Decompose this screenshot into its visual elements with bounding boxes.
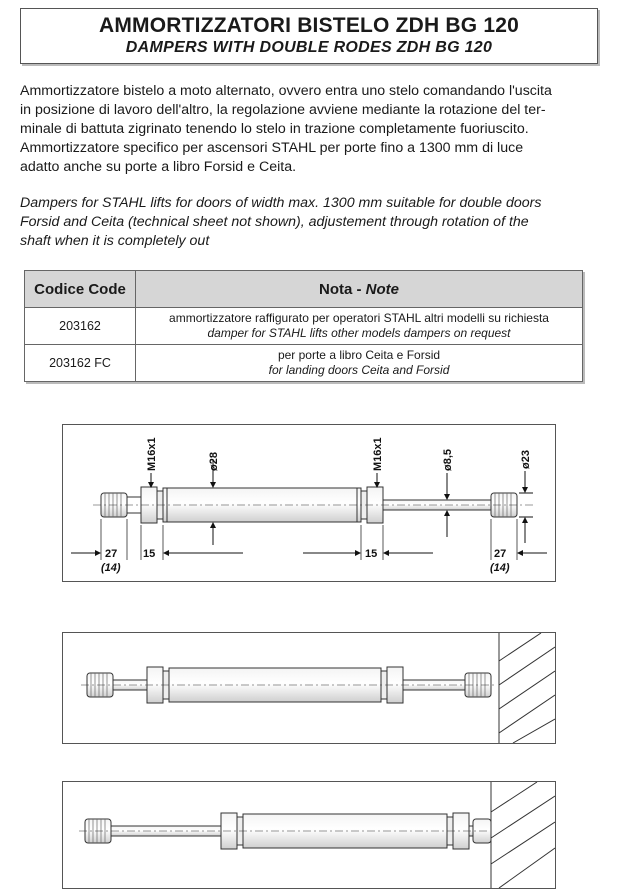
knob-diameter-label: ø23 <box>520 450 532 469</box>
note-english: for landing doors Ceita and Forsid <box>268 363 450 377</box>
damper-installation-svg-1 <box>63 633 555 743</box>
description-line: minale di battuta zigrinato tenendo lo stelo in trazione completamente fuoriuscito. <box>20 121 529 137</box>
note-cell <box>136 308 583 345</box>
description-line: shaft when it is completely out <box>20 233 210 249</box>
description-line: Ammortizzatore bistelo a moto alternato, ovvero entra uno stelo comandando l'uscita <box>20 83 552 99</box>
title-italian: AMMORTIZZATORI BISTELO ZDH BG 120 <box>99 14 519 37</box>
table-header-row <box>25 271 583 308</box>
damper-installation-svg-2 <box>63 782 555 888</box>
rod-diameter-label: ø8,5 <box>442 448 454 471</box>
note-label-english: Note <box>365 280 399 298</box>
note-italian: per porte a libro Ceita e Forsid <box>277 348 441 362</box>
title-box <box>20 8 598 64</box>
dimensioned-damper-drawing <box>62 424 556 582</box>
code-cell: 203162 FC <box>25 345 136 382</box>
description-line: Dampers for STAHL lifts for doors of width max. 1300 mm suitable for double doors <box>20 195 542 211</box>
knob-length-left-label: 27 <box>105 548 118 560</box>
description-line: adatto anche su porte a libro Forsid e Ceita. <box>20 159 297 175</box>
damper-dimension-svg <box>63 425 555 581</box>
description-line: Forsid and Ceita (technical sheet not shown), adjustement through rotation of the <box>20 214 529 230</box>
column-header-note <box>136 271 583 308</box>
thread-left-label: M16x1 <box>146 437 158 471</box>
note-cell <box>136 345 583 382</box>
wall <box>491 782 555 888</box>
description-line: in posizione di lavoro dell'altro, la regolazione avviene mediante la rotazione del ter- <box>20 102 546 118</box>
description-italian <box>20 82 600 177</box>
nut-length-right-label: 15 <box>365 548 378 560</box>
damper-installation-drawing-1 <box>62 632 556 744</box>
note-english: damper for STAHL lifts other models dampers on request <box>207 326 511 340</box>
knob-length-right-label: 27 <box>494 548 507 560</box>
wall <box>499 633 555 743</box>
description-english <box>20 194 600 251</box>
description-line: Ammortizzatore specifico per ascensori STAHL per porte fino a 1300 mm di luce <box>20 140 524 156</box>
note-label-italian: Nota - <box>318 280 366 298</box>
knob-length-left-alt-label: (14) <box>101 562 121 574</box>
table-row <box>25 308 583 345</box>
code-table <box>24 270 583 382</box>
thread-right-label: M16x1 <box>372 437 384 471</box>
code-cell: 203162 <box>25 308 136 345</box>
nut-length-left-label: 15 <box>143 548 156 560</box>
column-header-code: Codice Code <box>25 271 136 308</box>
title-english: DAMPERS WITH DOUBLE RODES ZDH BG 120 <box>125 39 493 56</box>
damper-installation-drawing-2 <box>62 781 556 889</box>
body-diameter-label: ø28 <box>208 452 220 471</box>
note-italian: ammortizzatore raffigurato per operatori STAHL altri modelli su richiesta <box>169 311 549 325</box>
knob-length-right-alt-label: (14) <box>490 562 510 574</box>
table-row <box>25 345 583 382</box>
